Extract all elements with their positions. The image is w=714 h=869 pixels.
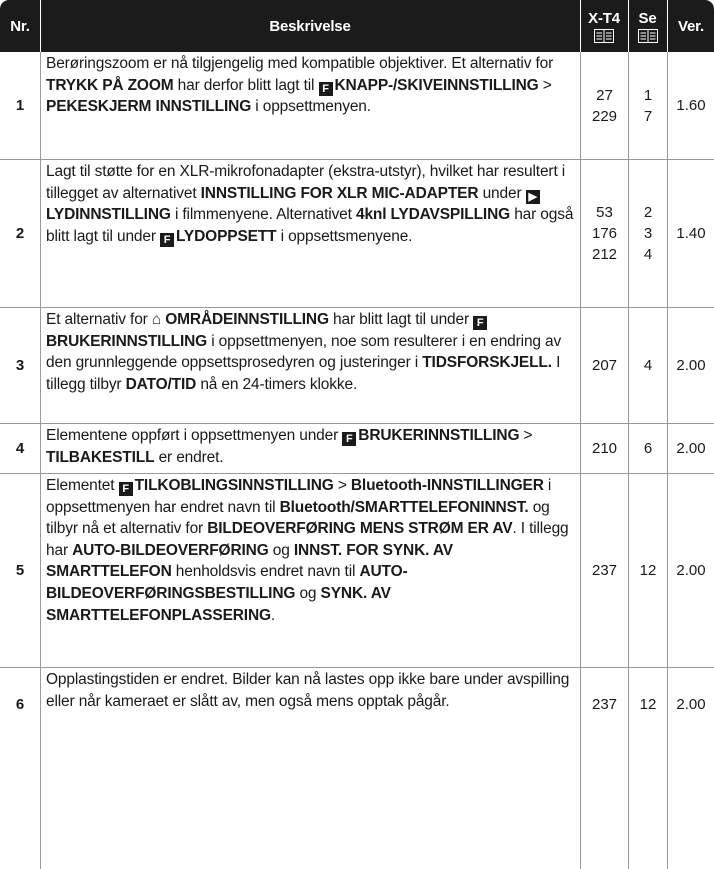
row-description: Et alternativ for ⌂ OMRÅDEINNSTILLING har blitt lagt til under FBRUKERINNSTILLING i oppsettmenyen, noe som resulterer i en endring av den grunnleggende oppsettsprosedyren og justeringer i TIDSFORSKJELL. I tillegg tilbyr DATO/TID nå en 24-timers klokke. xyxy=(46,311,562,393)
table-row xyxy=(0,668,714,748)
row-description: Elementet F TILKOBLINGSINNSTILLING > Bluetooth-INNSTILLINGER i oppsettmenyen har endret navn til Bluetooth/SMARTTELEFONINNST. og tilbyr nå et alternativ for BILDEOVERFØRING MENS STRØM ER AV. I tillegg har AUTO-BILDEOVERFØRING og INNST. FOR SYNK. AV SMARTTELEFON henholdsvis endret navn til AUTO-BILDEOVERFØRINGSBESTILLING og SYNK. AV SMARTTELEFONPLASSERING. xyxy=(46,477,569,624)
header-se xyxy=(629,0,666,52)
se-pages: 12 xyxy=(639,695,657,713)
se-pages: 4 xyxy=(643,357,653,374)
wrench-setup-icon: F xyxy=(473,316,487,330)
row-number: 1 xyxy=(15,97,25,114)
version: 1.60 xyxy=(676,97,706,114)
wrench-setup-icon: F xyxy=(119,482,133,496)
table-header xyxy=(0,0,714,52)
se-pages: 1 7 xyxy=(643,86,653,125)
se-pages: 12 xyxy=(639,562,657,579)
se-pages: 2 3 4 xyxy=(643,204,653,263)
table-row xyxy=(0,160,714,307)
xt4-pages: 207 xyxy=(591,357,618,374)
version: 2.00 xyxy=(676,357,706,374)
header-beskrivelse: Beskrivelse xyxy=(269,17,351,35)
version: 2.00 xyxy=(676,695,706,713)
row-description: Berøringszoom er nå tilgjengelig med kompatible objektiver. Et alternativ for TRYKK PÅ ZOOM har derfor blitt lagt til F KNAPP-/SKIVEINNSTILLING > PEKESKJERM INNSTILLING i oppsettmenyen. xyxy=(46,55,554,116)
wrench-setup-icon: F xyxy=(319,82,333,96)
wrench-setup-icon: F xyxy=(342,432,356,446)
header-xt4-label: X-T4 xyxy=(588,9,620,27)
se-pages: 6 xyxy=(643,440,653,457)
header-ver: Ver. xyxy=(678,17,704,35)
table-row xyxy=(0,52,714,159)
xt4-pages: 27 229 xyxy=(591,86,618,125)
header-xt4 xyxy=(581,0,627,52)
header-se-label: Se xyxy=(638,9,657,27)
header-nr: Nr. xyxy=(10,17,30,35)
xt4-pages: 237 xyxy=(591,695,618,713)
row-number: 5 xyxy=(15,562,25,579)
version: 2.00 xyxy=(676,440,706,457)
version: 2.00 xyxy=(676,562,706,579)
version: 1.40 xyxy=(676,225,706,242)
wrench-setup-icon: F xyxy=(160,233,174,247)
row-description: Lagt til støtte for en XLR-mikrofonadapter (ekstra-utstyr), hvilket har resultert i tillegget av alternativet INNSTILLING FOR XLR MIC-ADAPTER under ▶LYDINNSTILLING i filmmenyene. Alternativet 4knl LYDAVSPILLING har også blitt lagt til under F LYDOPPSETT i oppsettsmenyene. xyxy=(46,163,574,246)
xt4-pages: 237 xyxy=(591,562,618,579)
xt4-pages: 210 xyxy=(591,440,618,457)
table-row xyxy=(0,424,714,473)
row-number: 6 xyxy=(15,695,25,713)
movie-menu-icon: ▶ xyxy=(526,190,540,204)
row-number: 4 xyxy=(15,440,25,457)
xt4-pages: 53 176 212 xyxy=(591,204,618,263)
book-icon xyxy=(594,29,614,43)
book-icon xyxy=(638,29,658,43)
row-description: Opplastingstiden er endret. Bilder kan nå lastes opp ikke bare under avspilling eller når kameraet er slått av, men også mens opptak pågår. xyxy=(46,671,570,710)
table-row xyxy=(0,474,714,667)
table-row xyxy=(0,308,714,423)
row-description: Elementene oppført i oppsettmenyen under F BRUKERINNSTILLING > TILBAKESTILL er endret. xyxy=(46,427,533,466)
row-number: 3 xyxy=(15,357,25,374)
home-icon: ⌂ xyxy=(151,311,166,328)
row-number: 2 xyxy=(15,225,25,242)
